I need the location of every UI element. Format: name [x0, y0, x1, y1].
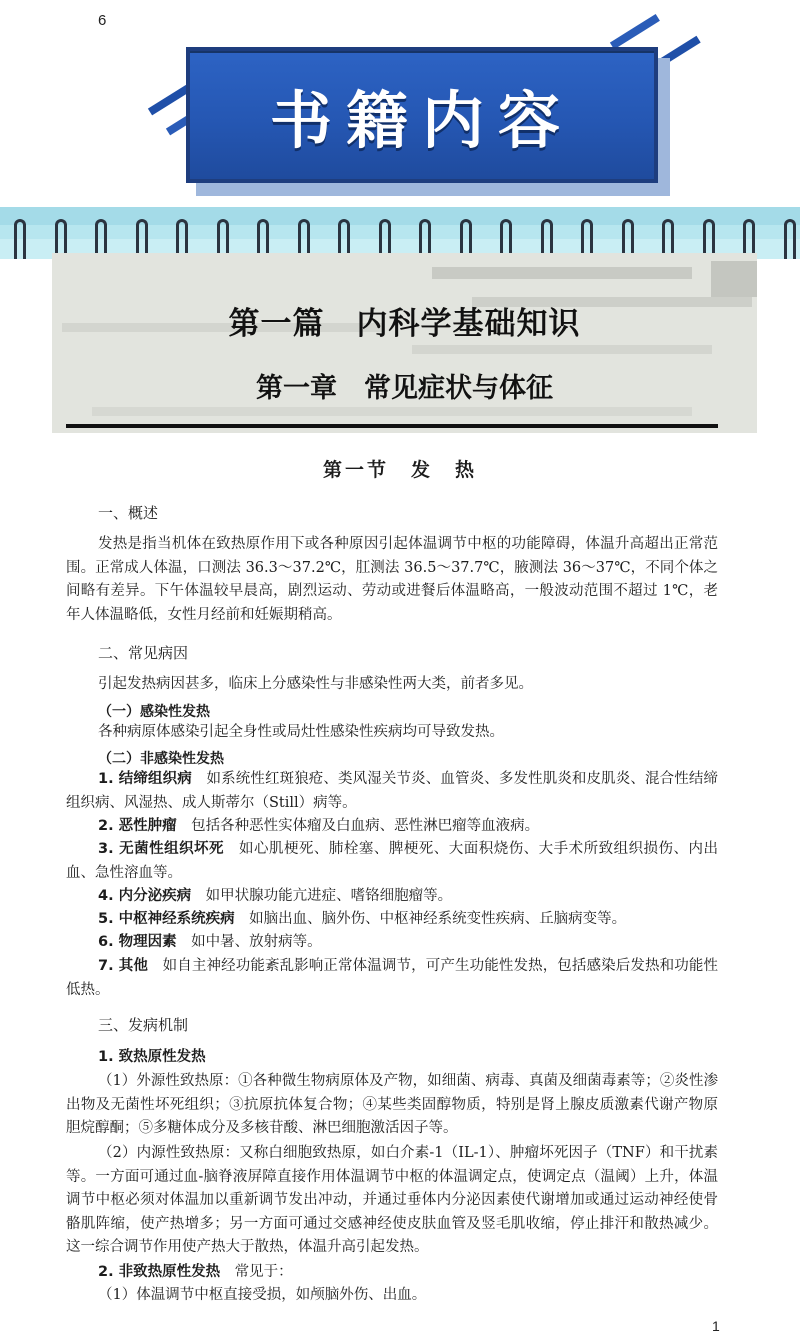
subheading-title: 感染性发热	[140, 704, 210, 720]
heading-overview: 一、概述	[98, 504, 159, 522]
page-number-bottom: 1	[712, 1318, 720, 1334]
list-item: 2. 恶性肿瘤 包括各种恶性实体瘤及白血病、恶性淋巴瘤等血液病。	[98, 818, 540, 834]
paragraph-infectious: 各种病原体感染引起全身性或局灶性感染性疾病均可导致发热。	[98, 724, 504, 740]
heading-causes: 二、常见病因	[98, 644, 189, 662]
paragraph-causes-intro: 引起发热病因甚多，临床上分感染性与非感染性两大类，前者多见。	[98, 676, 533, 692]
list-item: 3. 无菌性组织坏死 如心肌梗死、肺栓塞、脾梗死、大面积烧伤、大手术所致组织损伤、内出血、急性溶血等。	[66, 841, 718, 881]
subheading-title: 非感染性发热	[140, 751, 224, 767]
paragraph-nonpyrogenic-1: （1）体温调节中枢直接受损，如颅脑外伤、出血。	[98, 1287, 427, 1303]
subheading-nonpyrogenic: 2. 非致热原性发热 常见于：	[98, 1264, 293, 1280]
list-item: 1. 结缔组织病 如系统性红斑狼疮、类风湿关节炎、血管炎、多发性肌炎和皮肌炎、混合性结缔组织病、风湿热、成人斯蒂尔（Still）病等。	[66, 771, 718, 811]
paragraph-endogenous: （2）内源性致热原：又称白细胞致热原，如白介素-1（IL-1）、肿瘤坏死因子（TNF）和干扰素等。一方面可通过血-脑脊液屏障直接作用体温调节中枢的体温调定点，使调定点（温阈）上升，体温调节中枢必须对体温加以重新调节发出冲动，并通过垂体内分泌因素使代谢增加或通过运动神经使骨骼肌阵缩，使产热增多；另一方面可通过交感神经使皮肤血管及竖毛肌收缩，停止排汗和散热减少。这一综合调节作用使产热大于散热，体温升高引起发热。	[66, 1145, 718, 1256]
paragraph-exogenous: （1）外源性致热原：①各种微生物病原体及产物，如细菌、病毒、真菌及细菌毒素等；②炎性渗出物及无菌性坏死组织；③抗原抗体复合物；④某些类固醇物质，特别是肾上腺皮质激素代谢产物原胆烷醇酮；⑤多糖体成分及多核苷酸、淋巴细胞激活因子等。	[66, 1073, 718, 1137]
page-number-top: 6	[98, 12, 107, 29]
list-item: 4. 内分泌疾病 如甲状腺功能亢进症、嗜铬细胞瘤等。	[98, 888, 453, 904]
subheading-label: （二）	[98, 751, 140, 767]
part-title: 第一篇 内科学基础知识	[228, 306, 581, 342]
subheading-pyrogenic: 1. 致热原性发热	[98, 1049, 206, 1065]
chapter-title: 第一章 常见症状与体征	[256, 373, 553, 404]
section-title: 第一节 发 热	[322, 459, 477, 481]
heading-mechanism: 三、发病机制	[98, 1016, 189, 1034]
list-item: 5. 中枢神经系统疾病 如脑出血、脑外伤、中枢神经系统变性疾病、丘脑病变等。	[98, 911, 627, 927]
subheading-noninfectious	[98, 748, 224, 768]
subheading-infectious	[98, 701, 210, 721]
subheading-label: （一）	[98, 704, 140, 720]
list-item: 6. 物理因素 如中暑、放射病等。	[98, 934, 322, 950]
banner-title: 书籍内容	[269, 83, 574, 157]
paragraph-overview: 发热是指当机体在致热原作用下或各种原因引起体温调节中枢的功能障碍，体温升高超出正常范围。正常成人体温，口测法 36.3～37.2℃，肛测法 36.5～37.7℃，腋测法 36～37℃，不同个体之间略有差异。下午体温较早晨高，剧烈运动、劳动或进餐后体温略高，一般波动范围不超过 1℃，老年人体温略低，女性月经前和妊娠期稍高。	[66, 536, 718, 623]
list-item: 7. 其他 如自主神经功能紊乱影响正常体温调节，可产生功能性发热，包括感染后发热和功能性低热。	[66, 958, 718, 998]
